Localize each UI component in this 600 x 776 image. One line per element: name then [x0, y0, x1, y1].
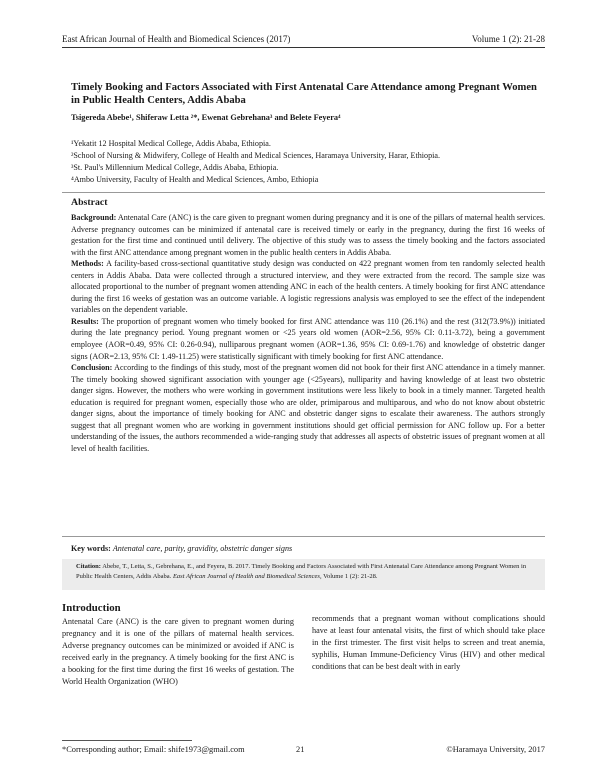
corresponding-author: *Corresponding author; Email: shife1973@gmail.com	[62, 745, 245, 754]
results-label: Results:	[71, 316, 99, 326]
abstract-conclusion	[71, 362, 545, 454]
author-list: Tsigereda Abebe¹, Shiferaw Letta ²*, Ewenat Gebrehana³ and Belete Feyera⁴	[71, 113, 341, 122]
methods-text: A facility-based cross-sectional quantitative study design was conducted on 422 pregnant women from ten randomly selected health centers in Addis Ababa. Data were collected through a structured interview, and they were extracted from the record. The sample size was allocated proportional to the number of pregnant women attending ANC in each of the health centers. A timely booking for first ANC attendance during the first 16 weeks of gestation was an outcome variable. A logistic regressions analysis was employed to see the effect of the independent variables on the dependent variable.	[71, 259, 546, 315]
citation-tail: Volume 1 (2): 21-28.	[323, 572, 378, 580]
abstract-methods	[71, 258, 545, 316]
affiliation-1: ¹Yekatit 12 Hospital Medical College, Addis Ababa, Ethiopia.	[71, 139, 271, 148]
citation-text: Abebe, T., Letta, S., Gebrehana, E., and Feyera, B. 2017. Timely Booking and Factors Associated with First Antenatal Care Attendance among Pregnant Women in Public Health Centers, Addis Ababa.	[76, 563, 527, 580]
citation-box	[62, 559, 545, 590]
abstract-results	[71, 316, 545, 362]
copyright: ©Haramaya University, 2017	[446, 745, 545, 754]
intro-right-column: recommends that a pregnant woman without complications should have at least four antenatal visits, the first of which should take place in the first trimester. The first visit helps to screen and treat anemia, syphilis, Human Immune-Deficiency Virus (HIV) and other medical conditions that can be best dealt with in early	[312, 614, 545, 671]
citation-journal: East African Journal of Health and Biomedical Sciences,	[172, 572, 322, 580]
journal-name: East African Journal of Health and Biomedical Sciences (2017)	[62, 34, 291, 44]
affiliation-2: ²School of Nursing & Midwifery, College of Health and Medical Sciences, Haramaya University, Harar, Ethiopia.	[71, 151, 440, 160]
background-label: Background:	[71, 213, 117, 222]
running-header	[62, 34, 545, 44]
introduction-heading: Introduction	[62, 602, 121, 614]
intro-left-column: Antenatal Care (ANC) is the care given to pregnant women during pregnancy and it is one of the pillars of maternal health services. Adverse pregnancy outcomes can be minimized or avoided if ANC is received early in the pregnancy. A timely booking for the first ANC is a booking for the first time during the first 16 weeks of gestation. The World Health Organization (WHO)	[62, 617, 294, 686]
page-number: 21	[296, 745, 305, 754]
paper-page	[62, 0, 545, 776]
keywords-label: Key words:	[71, 544, 111, 553]
results-text: The proportion of pregnant women who timely booked for first ANC attendance was 110 (26.1%) and the rest (312(73.9%)) initiated during the late pregnancy period. Young pregnant women or <25 years old women (AOR=2.56, 95% CI: 0.11-3.72), being a government employee (AOR=0.49, 95% CI: 0.26-0.94), nulliparous pregnant women (AOR=1.36, 95% CI: 0.69-1.76) and knowledge of obstetric danger signs (AOR=2.13, 95% CI: 1.49-11.25) were statistically significant with timely booking for first ANC attendance.	[71, 316, 545, 361]
citation-label: Citation:	[76, 563, 101, 570]
conclusion-text: According to the findings of this study, most of the pregnant women did not book for their first ANC attendance in a timely manner. The timely booking showed significant association with younger age (<25years), nulliparity and having knowledge of at least two obstetric danger signs. However, the mothers who were working in government institutions were less likely to book in a timely manner. Targeted health education is required for pregnant women, especially those who are older, primiparous and multiparous, and who do not know about obstetric danger signs, about the importance of timely booking for ANC and obstetric danger signs to escalate their awareness. The authors strongly suggest that all pregnant women who are working in government institutions should get official permission for ANC follow up. For a better understanding of the issues, the authors recommended a wide-ranging study that addresses all aspects of obstetric issues of pregnant women at all level of health facilities.	[71, 363, 545, 453]
header-rule	[62, 47, 545, 48]
affiliation-4: ⁴Ambo University, Faculty of Health and Medical Sciences, Ambo, Ethiopia	[71, 175, 319, 184]
abstract-heading: Abstract	[71, 197, 108, 208]
abstract-background	[71, 212, 545, 258]
affiliation-3: ³St. Paul's Millennium Medical College, Addis Ababa, Ethiopia.	[71, 163, 279, 172]
keywords-value: Antenatal care, parity, gravidity, obstetric danger signs	[112, 544, 293, 553]
abstract-body	[71, 212, 545, 454]
footnote-rule	[62, 740, 192, 741]
background-text: Antenatal Care (ANC) is the care given to pregnant women during pregnancy and it is one of the pillars of maternal health services. Adverse pregnancy outcomes can be minimized if antenatal care is received timely or early in the pregnancy, during the first 16 weeks of gestation for the first time and continued until delivery. The objective of this study was to assess the timely booking and the factors associated with the first ANC attendance among pregnant women in the public health centers in Addis Ababa.	[71, 213, 545, 257]
methods-label: Methods:	[71, 259, 104, 269]
conclusion-label: Conclusion:	[71, 363, 113, 373]
keywords	[71, 544, 292, 553]
paper-title: Timely Booking and Factors Associated with First Antenatal Care Attendance among Pregnant Women in Public Health Centers, Addis Ababa	[71, 82, 537, 106]
volume-info: Volume 1 (2): 21-28	[471, 34, 545, 44]
